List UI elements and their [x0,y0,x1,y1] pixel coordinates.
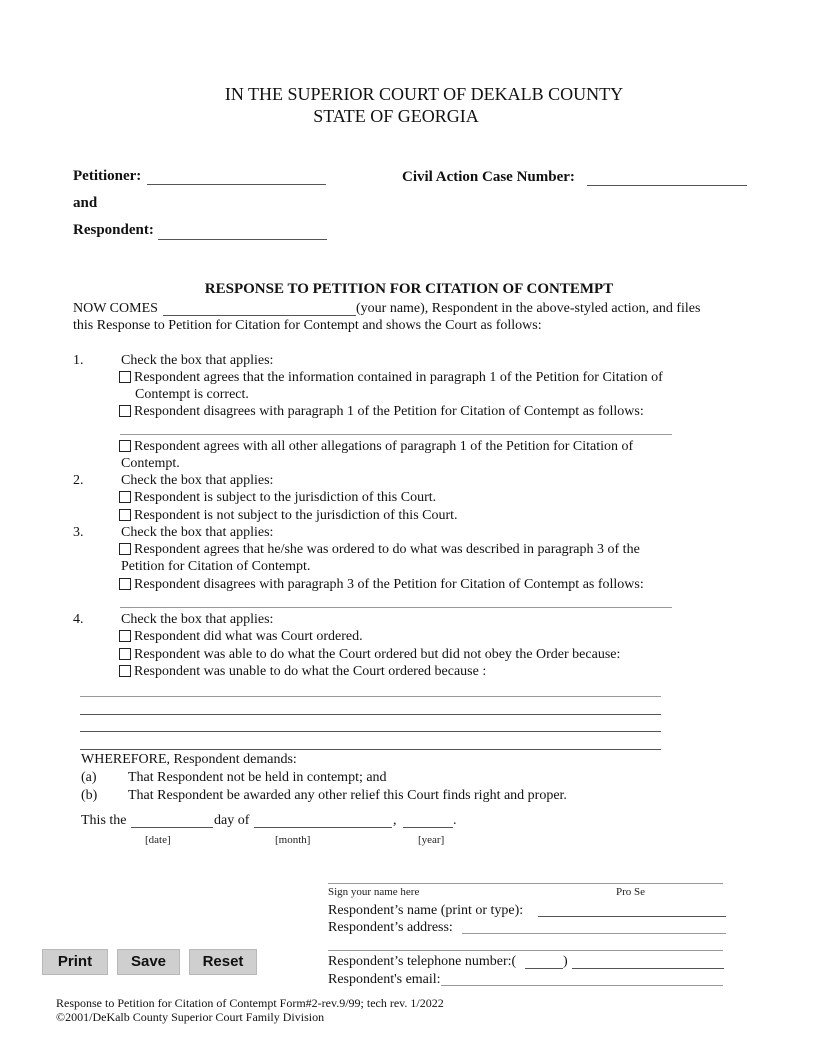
section-1-instruction: Check the box that applies: [121,353,274,368]
section-1-number: 1. [73,353,84,368]
s1-opt3-text-2: Contempt. [121,456,180,471]
petitioner-field[interactable] [147,184,326,185]
s1-option-1 [119,369,663,386]
s1-opt3-checkbox[interactable] [119,440,131,452]
state-name: STATE OF GEORGIA [313,106,479,126]
case-number-label: Civil Action Case Number: [402,169,575,185]
wherefore-intro: WHEREFORE, Respondent demands: [81,752,297,767]
day-of-text: day of [214,813,250,828]
section-4-number: 4. [73,612,84,627]
wherefore-a-label: (a) [81,770,97,785]
respondent-email-label: Respondent's email: [328,972,441,987]
s2-opt1-text: Respondent is subject to the jurisdiction of this Court. [134,490,437,505]
petitioner-label: Petitioner: [73,168,142,184]
respondent-label: Respondent: [73,222,154,238]
comma-text: , [393,813,397,828]
signature-field[interactable] [328,883,723,884]
intro-line-2: this Response to Petition for Citation for Contempt and shows the Court as follows: [73,318,542,333]
your-name-text: (your name), Respondent in the above-styled action, and files [356,301,701,316]
s1-opt3-text: Respondent agrees with all other allegations of paragraph 1 of the Petition for Citation of [134,439,634,454]
s4-opt3-text: Respondent was unable to do what the Court ordered because : [134,664,487,679]
s3-option-2 [119,576,644,593]
s1-opt2-checkbox[interactable] [119,405,131,417]
sign-here-label: Sign your name here [328,886,420,898]
s4-option-1 [119,628,363,645]
your-name-field[interactable] [163,315,356,316]
date-field[interactable] [131,827,213,828]
now-comes-text: NOW COMES [73,301,158,316]
wherefore-b-label: (b) [81,788,98,803]
print-button[interactable]: Print [42,949,108,975]
s1-option-3 [119,438,633,455]
pro-se-label: Pro Se [616,886,646,898]
date-caption: [date] [145,834,171,846]
phone-area-code-field[interactable] [525,968,563,969]
s4-opt1-text: Respondent did what was Court ordered. [134,629,363,644]
and-label: and [73,195,98,211]
reset-button[interactable]: Reset [189,949,257,975]
section-3-number: 3. [73,525,84,540]
s4-explain-line-3[interactable] [80,731,661,732]
respondent-name-label: Respondent’s name (print or type): [328,903,524,918]
wherefore-a-text: That Respondent not be held in contempt; and [128,770,387,785]
s3-opt1-text: Respondent agrees that he/she was ordered to do what was described in paragraph 3 of the [134,542,640,557]
s2-option-2 [119,507,458,524]
s3-opt1-text-2: Petition for Citation of Contempt. [121,559,311,574]
s3-option-1 [119,541,640,558]
s4-opt2-text: Respondent was able to do what the Court ordered but did not obey the Order because: [134,647,621,662]
s4-option-2 [119,646,620,663]
section-4-instruction: Check the box that applies: [121,612,274,627]
s2-option-1 [119,489,436,506]
year-caption: [year] [418,834,445,846]
s3-opt1-checkbox[interactable] [119,543,131,555]
s3-opt2-checkbox[interactable] [119,578,131,590]
s1-opt2-text: Respondent disagrees with paragraph 1 of the Petition for Citation of Contempt as follows: [134,404,644,419]
this-the-text: This the [81,813,127,828]
respondent-field[interactable] [158,239,327,240]
s2-opt2-checkbox[interactable] [119,509,131,521]
s3-opt2-text: Respondent disagrees with paragraph 3 of the Petition for Citation of Contempt as follows: [134,577,644,592]
s4-explain-line-1[interactable] [80,696,661,697]
s2-opt1-checkbox[interactable] [119,491,131,503]
month-field[interactable] [254,827,392,828]
footer-copyright: ©2001/DeKalb County Superior Court Family Division [56,1010,325,1024]
s1-explain-field[interactable] [120,434,672,435]
s1-opt1-text: Respondent agrees that the information contained in paragraph 1 of the Petition for Citation of [134,370,663,385]
s4-explain-line-4[interactable] [80,749,661,750]
s3-explain-field[interactable] [120,607,672,608]
s4-option-3 [119,663,486,680]
phone-number-field[interactable] [572,968,724,969]
s1-opt1-checkbox[interactable] [119,371,131,383]
s4-opt2-checkbox[interactable] [119,648,131,660]
month-caption: [month] [275,834,311,846]
section-2-number: 2. [73,473,84,488]
wherefore-b-text: That Respondent be awarded any other relief this Court finds right and proper. [128,788,567,803]
s4-explain-line-2[interactable] [80,714,661,715]
phone-close-paren: ) [563,954,568,969]
s1-option-2 [119,403,644,420]
respondent-name-field[interactable] [538,916,726,917]
s1-opt1-text-2: Contempt is correct. [135,387,249,402]
year-field[interactable] [403,827,453,828]
court-name: IN THE SUPERIOR COURT OF DEKALB COUNTY [224,84,624,104]
section-3-instruction: Check the box that applies: [121,525,274,540]
case-number-field[interactable] [587,185,747,186]
document-title: RESPONSE TO PETITION FOR CITATION OF CONTEMPT [204,281,614,297]
period-text: . [453,813,457,828]
respondent-address-label: Respondent’s address: [328,920,453,935]
respondent-phone-label: Respondent’s telephone number:( [328,954,517,969]
s4-opt1-checkbox[interactable] [119,630,131,642]
s4-opt3-checkbox[interactable] [119,665,131,677]
respondent-email-field[interactable] [441,985,723,986]
footer-form-info: Response to Petition for Citation of Contempt Form#2-rev.9/99; tech rev. 1/2022 [56,996,444,1010]
respondent-address-field-2[interactable] [328,950,723,951]
s2-opt2-text: Respondent is not subject to the jurisdiction of this Court. [134,508,458,523]
respondent-address-field[interactable] [462,933,726,934]
save-button[interactable]: Save [117,949,180,975]
section-2-instruction: Check the box that applies: [121,473,274,488]
